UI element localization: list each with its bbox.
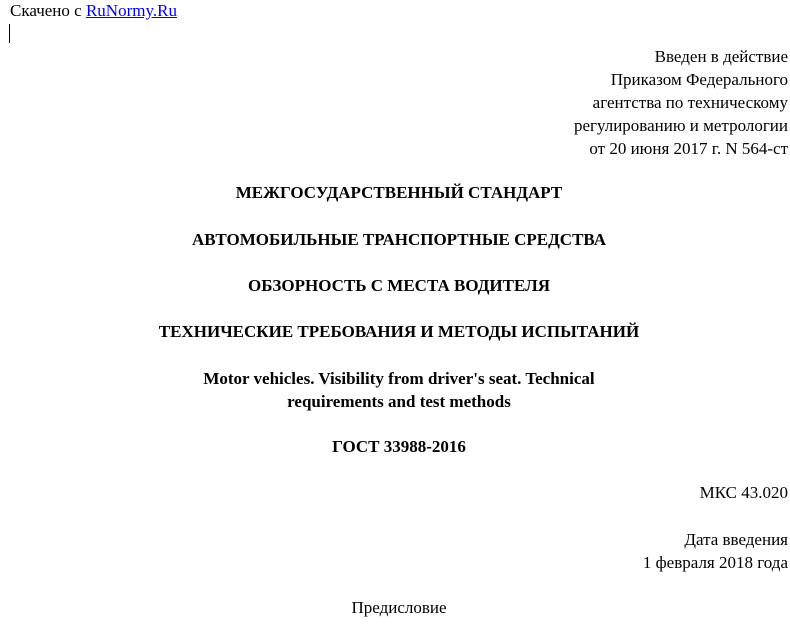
introduction-date-block: [643, 528, 788, 574]
runormy-link[interactable]: RuNormy.Ru: [85, 1, 177, 20]
text-cursor: [9, 24, 10, 43]
english-title: [0, 367, 790, 413]
title-line-3: ТЕХНИЧЕСКИЕ ТРЕБОВАНИЯ И МЕТОДЫ ИСПЫТАНИЙ: [158, 322, 640, 341]
enacted-line: агентства по техническому: [592, 93, 788, 112]
source-line: [10, 0, 177, 22]
introduction-date: 1 февраля 2018 года: [642, 553, 788, 572]
enacted-line: от 20 июня 2017 г. N 564-ст: [589, 139, 788, 158]
standard-type-heading: МЕЖГОСУДАРСТВЕННЫЙ СТАНДАРТ: [235, 183, 563, 202]
standard-designation: ГОСТ 33988-2016: [332, 437, 466, 456]
english-title-line: requirements and test methods: [287, 392, 511, 411]
title-line-2: ОБЗОРНОСТЬ С МЕСТА ВОДИТЕЛЯ: [247, 276, 551, 295]
title-line-1: АВТОМОБИЛЬНЫЕ ТРАНСПОРТНЫЕ СРЕДСТВА: [192, 230, 606, 249]
enacted-line: регулированию и метрологии: [573, 116, 788, 135]
enacted-line: Приказом Федерального: [610, 70, 788, 89]
mks-code: МКС 43.020: [699, 483, 788, 502]
enacted-block: [574, 45, 788, 160]
source-prefix: Скачено с: [10, 1, 82, 20]
enacted-line: Введен в действие: [654, 47, 788, 66]
english-title-line: Motor vehicles. Visibility from driver's seat. Technical: [203, 369, 595, 388]
foreword-heading: Предисловие: [351, 598, 447, 617]
introduction-label: Дата введения: [684, 530, 788, 549]
